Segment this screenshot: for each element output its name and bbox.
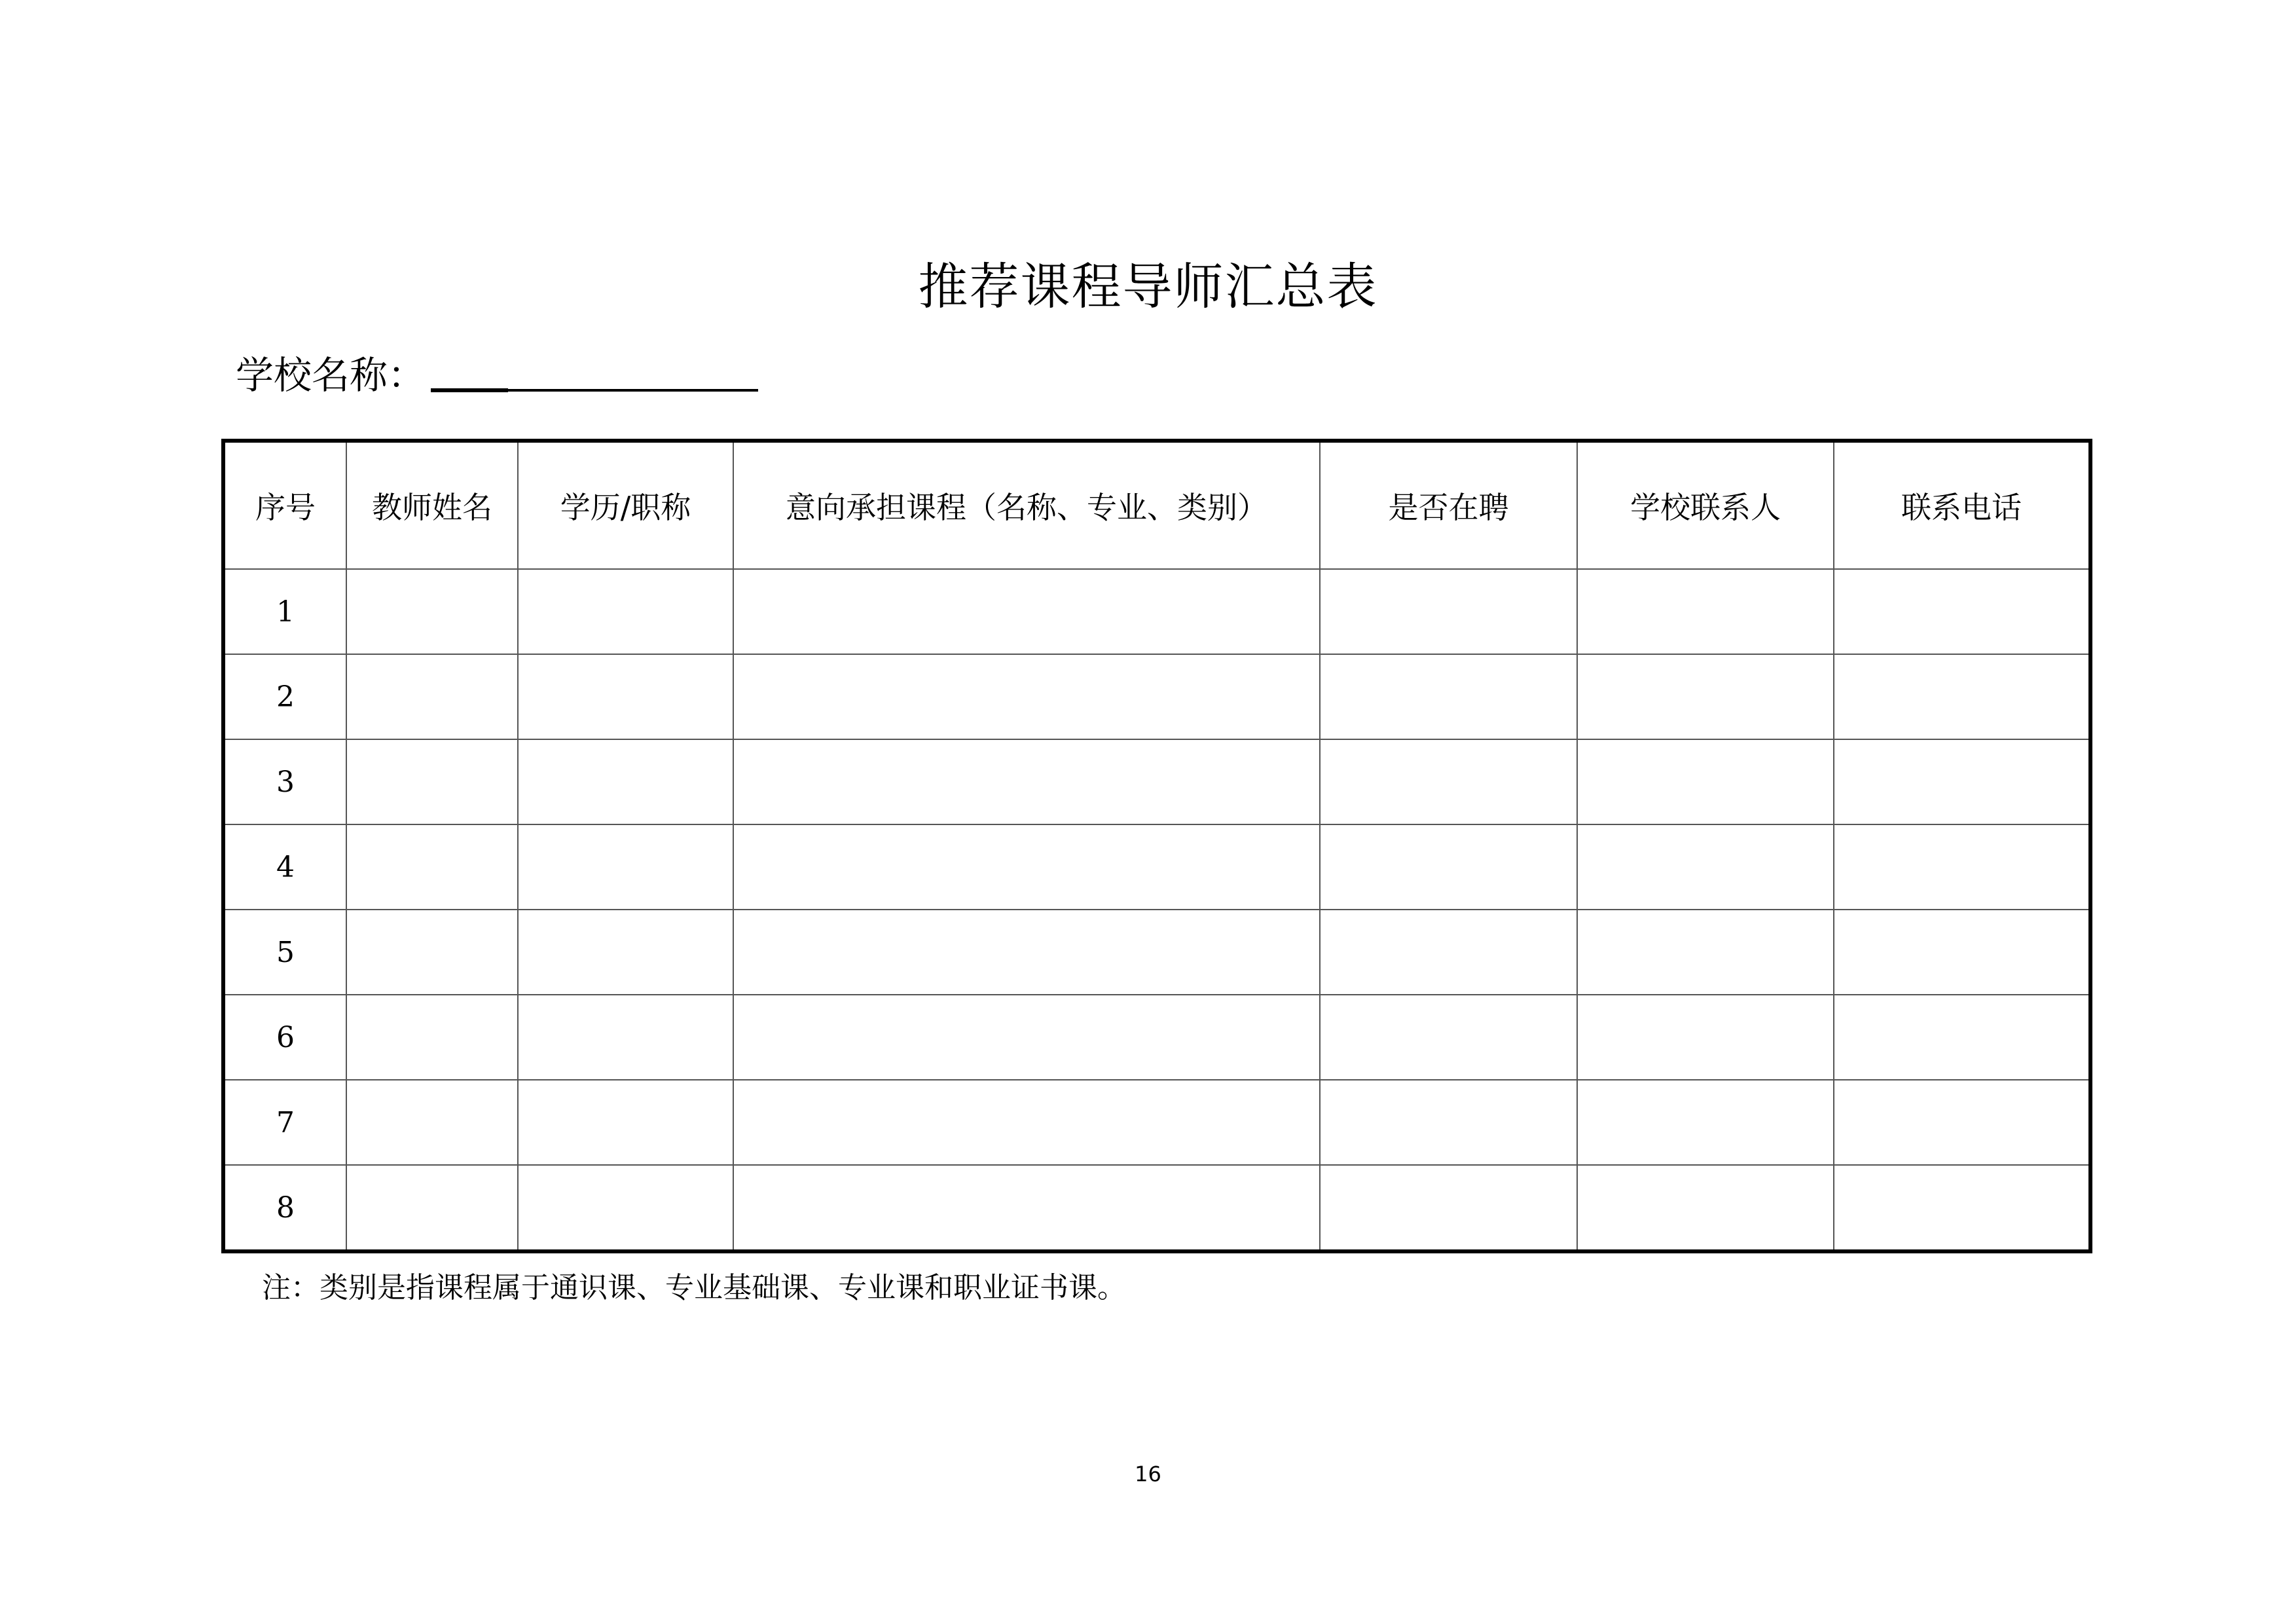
education-title-cell[interactable] [518, 1080, 733, 1165]
teacher-name-cell[interactable] [346, 824, 518, 910]
table-row [223, 1165, 2090, 1251]
contact-phone-cell[interactable] [1834, 824, 2090, 910]
school-contact-cell[interactable] [1577, 1080, 1834, 1165]
teacher-name-cell[interactable] [346, 739, 518, 824]
table-row [223, 824, 2090, 910]
school-name-line [236, 347, 758, 399]
currently-employed-cell[interactable] [1320, 654, 1577, 739]
intended-courses-cell[interactable] [733, 739, 1320, 824]
school-name-blank [431, 384, 758, 392]
school-contact-cell[interactable] [1577, 910, 1834, 995]
teacher-name-cell[interactable] [346, 569, 518, 654]
education-title-cell[interactable] [518, 654, 733, 739]
table-row [223, 910, 2090, 995]
header-intended-courses: 意向承担课程（名称、专业、类别） [733, 441, 1320, 569]
currently-employed-cell[interactable] [1320, 569, 1577, 654]
document-title: 推荐课程导师汇总表 [918, 257, 1378, 316]
intended-courses-cell[interactable] [733, 995, 1320, 1080]
intended-courses-cell[interactable] [733, 1080, 1320, 1165]
contact-phone-cell[interactable] [1834, 1165, 2090, 1251]
contact-phone-cell[interactable] [1834, 995, 2090, 1080]
header-currently-employed: 是否在聘 [1320, 441, 1577, 569]
currently-employed-cell[interactable] [1320, 739, 1577, 824]
intended-courses-cell[interactable] [733, 1165, 1320, 1251]
row-index: 3 [223, 739, 346, 824]
row-index: 5 [223, 910, 346, 995]
contact-phone-cell[interactable] [1834, 569, 2090, 654]
education-title-cell[interactable] [518, 1165, 733, 1251]
currently-employed-cell[interactable] [1320, 824, 1577, 910]
row-index: 4 [223, 824, 346, 910]
currently-employed-cell[interactable] [1320, 1165, 1577, 1251]
table-row [223, 995, 2090, 1080]
school-contact-cell[interactable] [1577, 824, 1834, 910]
intended-courses-cell[interactable] [733, 910, 1320, 995]
header-teacher-name: 教师姓名 [346, 441, 518, 569]
row-index: 6 [223, 995, 346, 1080]
contact-phone-cell[interactable] [1834, 910, 2090, 995]
footnote: 注：类别是指课程属于通识课、专业基础课、专业课和职业证书课。 [262, 1271, 1126, 1304]
teacher-name-cell[interactable] [346, 910, 518, 995]
currently-employed-cell[interactable] [1320, 1080, 1577, 1165]
intended-courses-cell[interactable] [733, 569, 1320, 654]
header-school-contact: 学校联系人 [1577, 441, 1834, 569]
table-row [223, 739, 2090, 824]
table-row [223, 654, 2090, 739]
contact-phone-cell[interactable] [1834, 739, 2090, 824]
education-title-cell[interactable] [518, 995, 733, 1080]
education-title-cell[interactable] [518, 739, 733, 824]
header-education-title: 学历/职称 [518, 441, 733, 569]
school-name-label: 学校名称： [236, 353, 426, 397]
education-title-cell[interactable] [518, 910, 733, 995]
header-index: 序号 [223, 441, 346, 569]
school-contact-cell[interactable] [1577, 739, 1834, 824]
table-header-row [223, 441, 2090, 569]
table-row [223, 569, 2090, 654]
school-contact-cell[interactable] [1577, 995, 1834, 1080]
row-index: 1 [223, 569, 346, 654]
school-contact-cell[interactable] [1577, 1165, 1834, 1251]
contact-phone-cell[interactable] [1834, 1080, 2090, 1165]
page-number: 16 [1135, 1462, 1161, 1486]
row-index: 8 [223, 1165, 346, 1251]
school-contact-cell[interactable] [1577, 569, 1834, 654]
teacher-name-cell[interactable] [346, 995, 518, 1080]
education-title-cell[interactable] [518, 824, 733, 910]
school-contact-cell[interactable] [1577, 654, 1834, 739]
header-contact-phone: 联系电话 [1834, 441, 2090, 569]
contact-phone-cell[interactable] [1834, 654, 2090, 739]
teacher-name-cell[interactable] [346, 1165, 518, 1251]
row-index: 7 [223, 1080, 346, 1165]
currently-employed-cell[interactable] [1320, 910, 1577, 995]
teacher-name-cell[interactable] [346, 654, 518, 739]
teacher-name-cell[interactable] [346, 1080, 518, 1165]
currently-employed-cell[interactable] [1320, 995, 1577, 1080]
row-index: 2 [223, 654, 346, 739]
intended-courses-cell[interactable] [733, 654, 1320, 739]
intended-courses-cell[interactable] [733, 824, 1320, 910]
education-title-cell[interactable] [518, 569, 733, 654]
table-row [223, 1080, 2090, 1165]
summary-table [221, 439, 2092, 1253]
